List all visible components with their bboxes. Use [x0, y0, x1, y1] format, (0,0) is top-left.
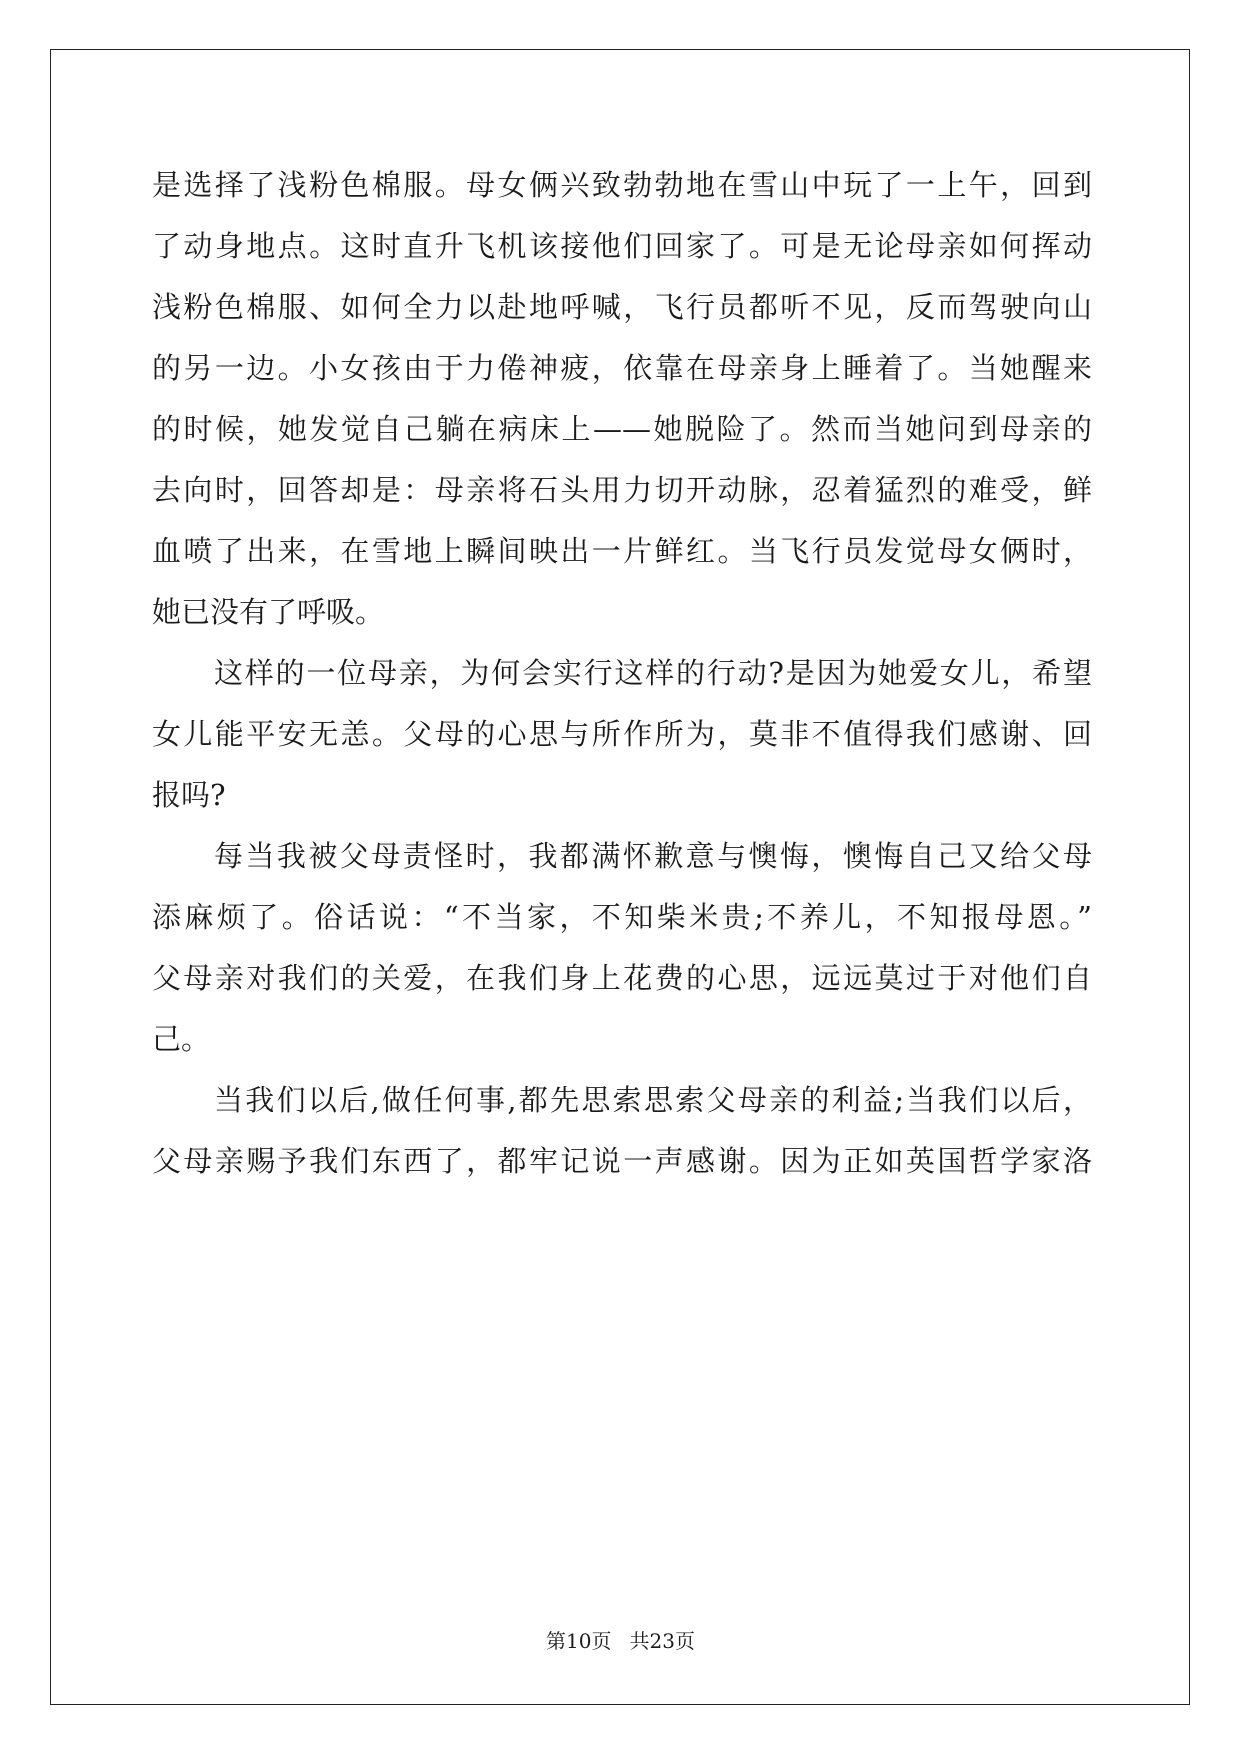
- document-body: [152, 155, 1092, 1192]
- text-line: 己。: [152, 1022, 211, 1056]
- text-line: 的时候，她发觉自己躺在病床上——她脱险了。然而当她问到母亲的: [152, 412, 1092, 446]
- page-total: 共23页: [629, 1629, 695, 1653]
- text-line: 她已没有了呼吸。: [152, 595, 385, 629]
- text-line: 血喷了出来，在雪地上瞬间映出一片鲜红。当飞行员发觉母女俩时，: [152, 534, 1092, 568]
- text-line: 每当我被父母责怪时，我都满怀歉意与懊悔，懊悔自己又给父母: [214, 839, 1092, 873]
- text-line: 了动身地点。这时直升飞机该接他们回家了。可是无论母亲如何挥动: [152, 229, 1092, 263]
- text-line: 报吗?: [152, 778, 226, 812]
- page-footer: [0, 1625, 1241, 1654]
- text-line: 这样的一位母亲，为何会实行这样的行动?是因为她爱女儿，希望: [214, 656, 1092, 690]
- text-line: 添麻烦了。俗话说：“不当家，不知柴米贵;不养儿，不知报母恩。”: [152, 900, 1092, 934]
- text-line: 去向时，回答却是：母亲将石头用力切开动脉，忍着猛烈的难受，鲜: [152, 473, 1092, 507]
- page-number: 第10页: [546, 1629, 612, 1653]
- text-line: 是选择了浅粉色棉服。母女俩兴致勃勃地在雪山中玩了一上午，回到: [152, 168, 1092, 202]
- text-line: 父母亲赐予我们东西了，都牢记说一声感谢。因为正如英国哲学家洛: [152, 1144, 1092, 1178]
- text-line: 的另一边。小女孩由于力倦神疲，依靠在母亲身上睡着了。当她醒来: [152, 351, 1092, 385]
- text-line: 当我们以后,做任何事,都先思索思索父母亲的利益;当我们以后，: [214, 1083, 1092, 1117]
- text-line: 浅粉色棉服、如何全力以赴地呼喊，飞行员都听不见，反而驾驶向山: [152, 290, 1092, 324]
- text-line: 女儿能平安无恙。父母的心思与所作所为，莫非不值得我们感谢、回: [152, 717, 1092, 751]
- text-line: 父母亲对我们的关爱，在我们身上花费的心思，远远莫过于对他们自: [152, 961, 1092, 995]
